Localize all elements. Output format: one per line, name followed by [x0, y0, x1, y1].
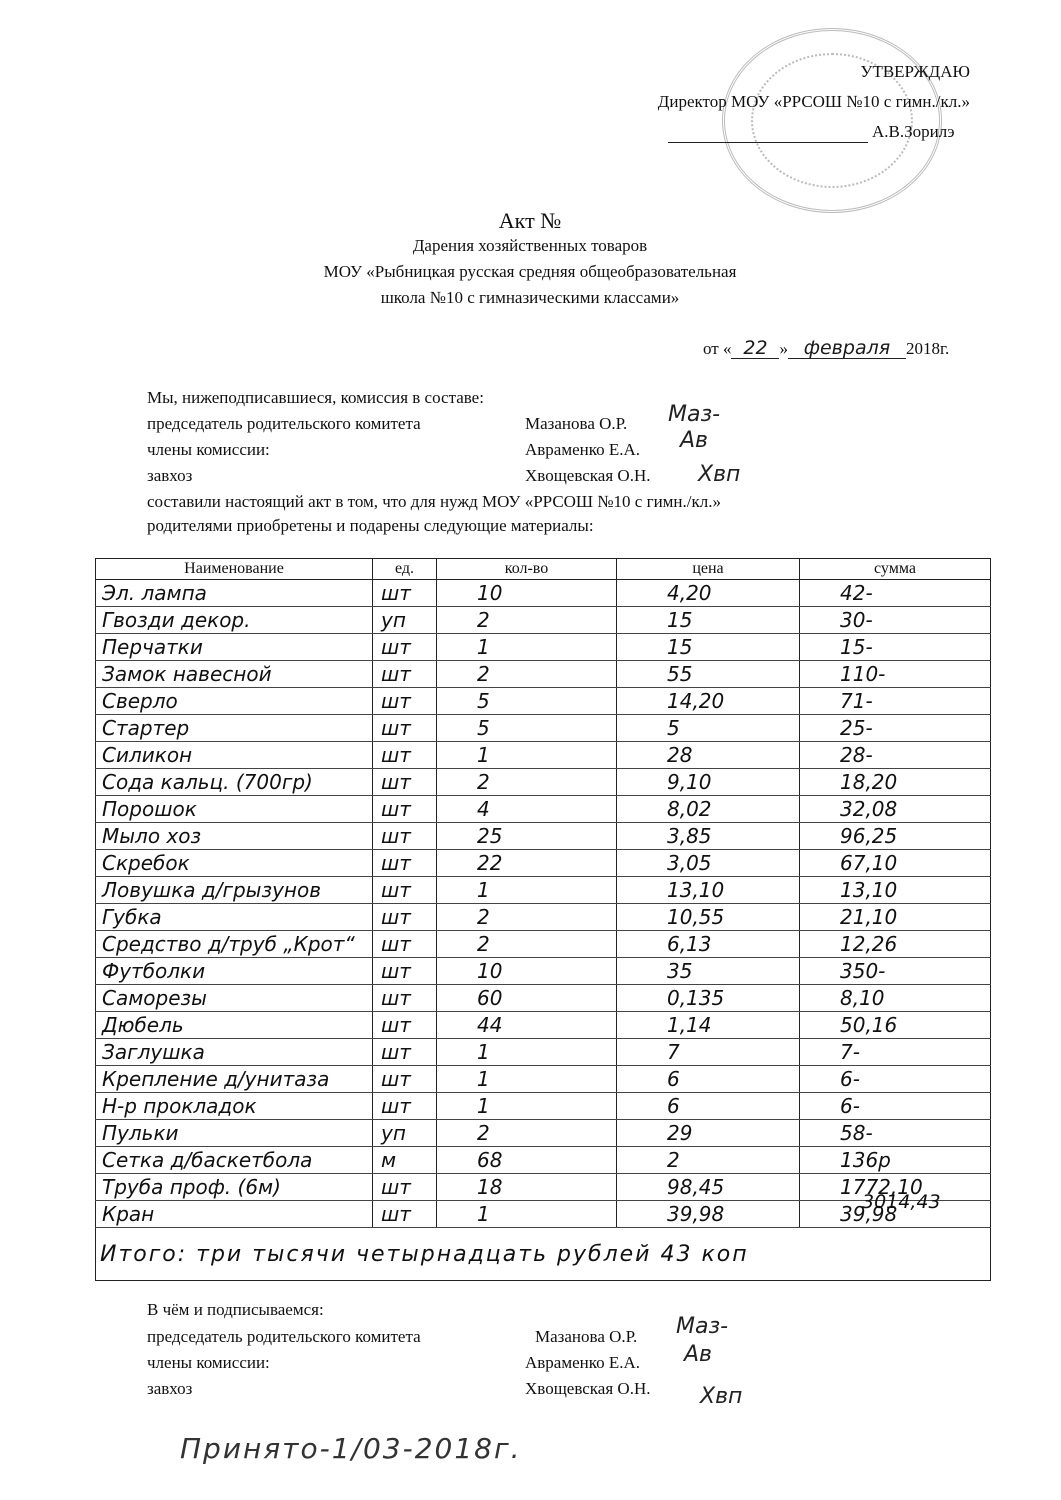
item-unit: шт — [373, 985, 437, 1012]
date-month: февраля — [788, 338, 906, 359]
item-sum: 30- — [800, 607, 991, 634]
table-row — [96, 1066, 991, 1093]
table-row — [96, 634, 991, 661]
item-price: 7 — [617, 1039, 800, 1066]
intro-line-1: Мы, нижеподписавшиеся, комиссия в составе: — [147, 388, 484, 407]
item-unit: шт — [373, 1066, 437, 1093]
header-name: Наименование — [96, 559, 373, 580]
table-row — [96, 850, 991, 877]
item-qty: 5 — [437, 715, 617, 742]
table-row — [96, 1201, 991, 1228]
item-sum: 39,98 — [800, 1201, 991, 1228]
item-unit: шт — [373, 1012, 437, 1039]
item-qty: 22 — [437, 850, 617, 877]
footer-chair-label: председатель родительского комитета — [147, 1327, 421, 1346]
item-price: 2 — [617, 1147, 800, 1174]
table-row — [96, 742, 991, 769]
intro-line-6: родителями приобретены и подарены следующие материалы: — [147, 516, 594, 535]
total-words-row — [96, 1228, 991, 1281]
item-unit: шт — [373, 1039, 437, 1066]
footer-members-name: Авраменко Е.А. — [525, 1353, 641, 1372]
header-qty: кол-во — [437, 559, 617, 580]
item-qty: 2 — [437, 661, 617, 688]
item-unit: шт — [373, 1174, 437, 1201]
item-unit: шт — [373, 769, 437, 796]
item-sum: 67,10 — [800, 850, 991, 877]
item-name: Сода кальц. (700гр) — [96, 769, 373, 796]
intro-members-signature: Ав — [680, 428, 709, 453]
item-price: 9,10 — [617, 769, 800, 796]
item-price: 6,13 — [617, 931, 800, 958]
item-price: 6 — [617, 1066, 800, 1093]
item-name: Средство д/труб „Крот“ — [96, 931, 373, 958]
title-line-1: Дарения хозяйственных товаров — [412, 236, 648, 255]
item-name: Стартер — [96, 715, 373, 742]
item-name: Ловушка д/грызунов — [96, 877, 373, 904]
item-price: 0,135 — [617, 985, 800, 1012]
table-row — [96, 958, 991, 985]
footer-chair-name: Мазанова О.Р. — [535, 1327, 638, 1346]
item-qty: 1 — [437, 1201, 617, 1228]
footer-keeper-signature: Хвп — [700, 1384, 743, 1409]
accepted-note: Принято-1/03-2018г. — [180, 1432, 522, 1465]
item-name: Губка — [96, 904, 373, 931]
table-row — [96, 904, 991, 931]
item-qty: 2 — [437, 1120, 617, 1147]
item-qty: 68 — [437, 1147, 617, 1174]
header-sum: сумма — [800, 559, 991, 580]
table-row — [96, 1012, 991, 1039]
intro-chair-name: Мазанова О.Р. — [525, 414, 628, 433]
item-price: 15 — [617, 607, 800, 634]
item-sum: 1772,10 — [800, 1174, 991, 1201]
table-row — [96, 661, 991, 688]
item-qty: 2 — [437, 769, 617, 796]
item-price: 10,55 — [617, 904, 800, 931]
item-qty: 10 — [437, 958, 617, 985]
item-name: Дюбель — [96, 1012, 373, 1039]
table-row — [96, 1174, 991, 1201]
table-row — [96, 1147, 991, 1174]
item-qty: 4 — [437, 796, 617, 823]
item-qty: 1 — [437, 634, 617, 661]
item-name: Сетка д/баскетбола — [96, 1147, 373, 1174]
item-name: Скребок — [96, 850, 373, 877]
table-row — [96, 715, 991, 742]
item-price: 15 — [617, 634, 800, 661]
title-line-2: МОУ «Рыбницкая русская средняя общеобразовательная — [323, 262, 737, 281]
item-unit: шт — [373, 1201, 437, 1228]
item-price: 39,98 — [617, 1201, 800, 1228]
header-price: цена — [617, 559, 800, 580]
item-qty: 44 — [437, 1012, 617, 1039]
item-sum: 42- — [800, 580, 991, 607]
act-title: Акт № — [498, 208, 562, 233]
date-year: 2018г. — [905, 339, 950, 358]
item-unit: шт — [373, 580, 437, 607]
item-qty: 18 — [437, 1174, 617, 1201]
item-qty: 10 — [437, 580, 617, 607]
item-sum: 50,16 — [800, 1012, 991, 1039]
footer-members-label: члены комиссии: — [147, 1353, 270, 1372]
item-price: 29 — [617, 1120, 800, 1147]
table-row — [96, 985, 991, 1012]
table-header-row — [96, 559, 991, 580]
table-row — [96, 796, 991, 823]
item-qty: 1 — [437, 1093, 617, 1120]
footer-keeper-label: завхоз — [147, 1379, 193, 1398]
item-name: Н-р прокладок — [96, 1093, 373, 1120]
table-row — [96, 769, 991, 796]
item-unit: уп — [373, 1120, 437, 1147]
intro-members-label: члены комиссии: — [147, 440, 270, 459]
item-name: Сверло — [96, 688, 373, 715]
item-sum: 28- — [800, 742, 991, 769]
item-price: 6 — [617, 1093, 800, 1120]
item-unit: шт — [373, 1093, 437, 1120]
title-line-3: школа №10 с гимназическими классами» — [380, 288, 680, 307]
item-sum: 32,08 — [800, 796, 991, 823]
director-name: А.В.Зорилэ — [872, 122, 955, 141]
item-unit: м — [373, 1147, 437, 1174]
item-sum: 15- — [800, 634, 991, 661]
item-name: Гвозди декор. — [96, 607, 373, 634]
item-qty: 5 — [437, 688, 617, 715]
item-name: Саморезы — [96, 985, 373, 1012]
item-name: Порошок — [96, 796, 373, 823]
item-price: 55 — [617, 661, 800, 688]
items-table — [95, 558, 991, 1281]
footer-keeper-name: Хвощевская О.Н. — [525, 1379, 651, 1398]
item-unit: шт — [373, 904, 437, 931]
header-unit: ед. — [373, 559, 437, 580]
intro-keeper-label: завхоз — [147, 466, 193, 485]
item-unit: шт — [373, 931, 437, 958]
item-price: 28 — [617, 742, 800, 769]
item-price: 14,20 — [617, 688, 800, 715]
item-price: 4,20 — [617, 580, 800, 607]
item-name: Труба проф. (6м) — [96, 1174, 373, 1201]
act-date — [703, 338, 949, 359]
item-sum: 8,10 — [800, 985, 991, 1012]
item-name: Силикон — [96, 742, 373, 769]
item-unit: шт — [373, 661, 437, 688]
date-day: 22 — [731, 338, 779, 359]
item-price: 98,45 — [617, 1174, 800, 1201]
item-unit: шт — [373, 715, 437, 742]
item-name: Эл. лампа — [96, 580, 373, 607]
item-name: Замок навесной — [96, 661, 373, 688]
item-price: 3,05 — [617, 850, 800, 877]
intro-chair-label: председатель родительского комитета — [147, 414, 421, 433]
item-unit: шт — [373, 850, 437, 877]
date-mid: » — [779, 339, 788, 358]
item-sum: 25- — [800, 715, 991, 742]
table-row — [96, 1120, 991, 1147]
date-prefix: от « — [703, 339, 732, 358]
item-name: Крепление д/унитаза — [96, 1066, 373, 1093]
director-title: Директор МОУ «РРСОШ №10 с гимн./кл.» — [657, 92, 970, 111]
item-unit: шт — [373, 742, 437, 769]
item-qty: 1 — [437, 742, 617, 769]
item-price: 3,85 — [617, 823, 800, 850]
item-sum: 21,10 — [800, 904, 991, 931]
table-row — [96, 1093, 991, 1120]
item-qty: 2 — [437, 904, 617, 931]
item-unit: шт — [373, 796, 437, 823]
item-qty: 25 — [437, 823, 617, 850]
item-name: Футболки — [96, 958, 373, 985]
item-name: Пульки — [96, 1120, 373, 1147]
item-sum: 58- — [800, 1120, 991, 1147]
item-qty: 2 — [437, 931, 617, 958]
intro-line-5: составили настоящий акт в том, что для нужд МОУ «РРСОШ №10 с гимн./кл.» — [147, 492, 721, 511]
item-sum: 350- — [800, 958, 991, 985]
table-row — [96, 607, 991, 634]
items-body — [96, 580, 991, 1228]
item-price: 1,14 — [617, 1012, 800, 1039]
item-name: Мыло хоз — [96, 823, 373, 850]
item-name: Перчатки — [96, 634, 373, 661]
intro-members-name: Авраменко Е.А. — [525, 440, 641, 459]
item-price: 13,10 — [617, 877, 800, 904]
item-unit: шт — [373, 823, 437, 850]
table-row — [96, 877, 991, 904]
item-name: Заглушка — [96, 1039, 373, 1066]
item-price: 5 — [617, 715, 800, 742]
approval-heading: УТВЕРЖДАЮ — [860, 62, 970, 81]
item-sum: 6- — [800, 1093, 991, 1120]
table-row — [96, 1039, 991, 1066]
footer-members-signature: Ав — [684, 1342, 713, 1367]
item-sum: 13,10 — [800, 877, 991, 904]
intro-keeper-name: Хвощевская О.Н. — [525, 466, 651, 485]
item-sum: 6- — [800, 1066, 991, 1093]
table-row — [96, 688, 991, 715]
table-row — [96, 823, 991, 850]
item-sum: 96,25 — [800, 823, 991, 850]
item-sum: 12,26 — [800, 931, 991, 958]
item-qty: 60 — [437, 985, 617, 1012]
item-qty: 2 — [437, 607, 617, 634]
item-unit: шт — [373, 877, 437, 904]
intro-chair-signature: Маз- — [668, 402, 721, 427]
item-qty: 1 — [437, 877, 617, 904]
item-sum: 18,20 — [800, 769, 991, 796]
item-unit: шт — [373, 688, 437, 715]
total-words: Итого: три тысячи четырнадцать рублей 43 коп — [96, 1228, 991, 1281]
footer-chair-signature: Маз- — [676, 1314, 729, 1339]
footer-line-1: В чём и подписываемся: — [147, 1300, 324, 1319]
table-row — [96, 931, 991, 958]
item-sum: 71- — [800, 688, 991, 715]
item-sum: 7- — [800, 1039, 991, 1066]
item-name: Кран — [96, 1201, 373, 1228]
item-unit: уп — [373, 607, 437, 634]
intro-keeper-signature: Хвп — [698, 462, 741, 487]
item-qty: 1 — [437, 1066, 617, 1093]
item-sum: 110- — [800, 661, 991, 688]
grand-total: 3014,43 — [862, 1191, 941, 1213]
item-qty: 1 — [437, 1039, 617, 1066]
school-stamp — [722, 28, 942, 213]
table-row — [96, 580, 991, 607]
item-sum: 136р — [800, 1147, 991, 1174]
director-signature-line — [668, 142, 868, 143]
item-unit: шт — [373, 634, 437, 661]
item-price: 8,02 — [617, 796, 800, 823]
item-price: 35 — [617, 958, 800, 985]
item-unit: шт — [373, 958, 437, 985]
